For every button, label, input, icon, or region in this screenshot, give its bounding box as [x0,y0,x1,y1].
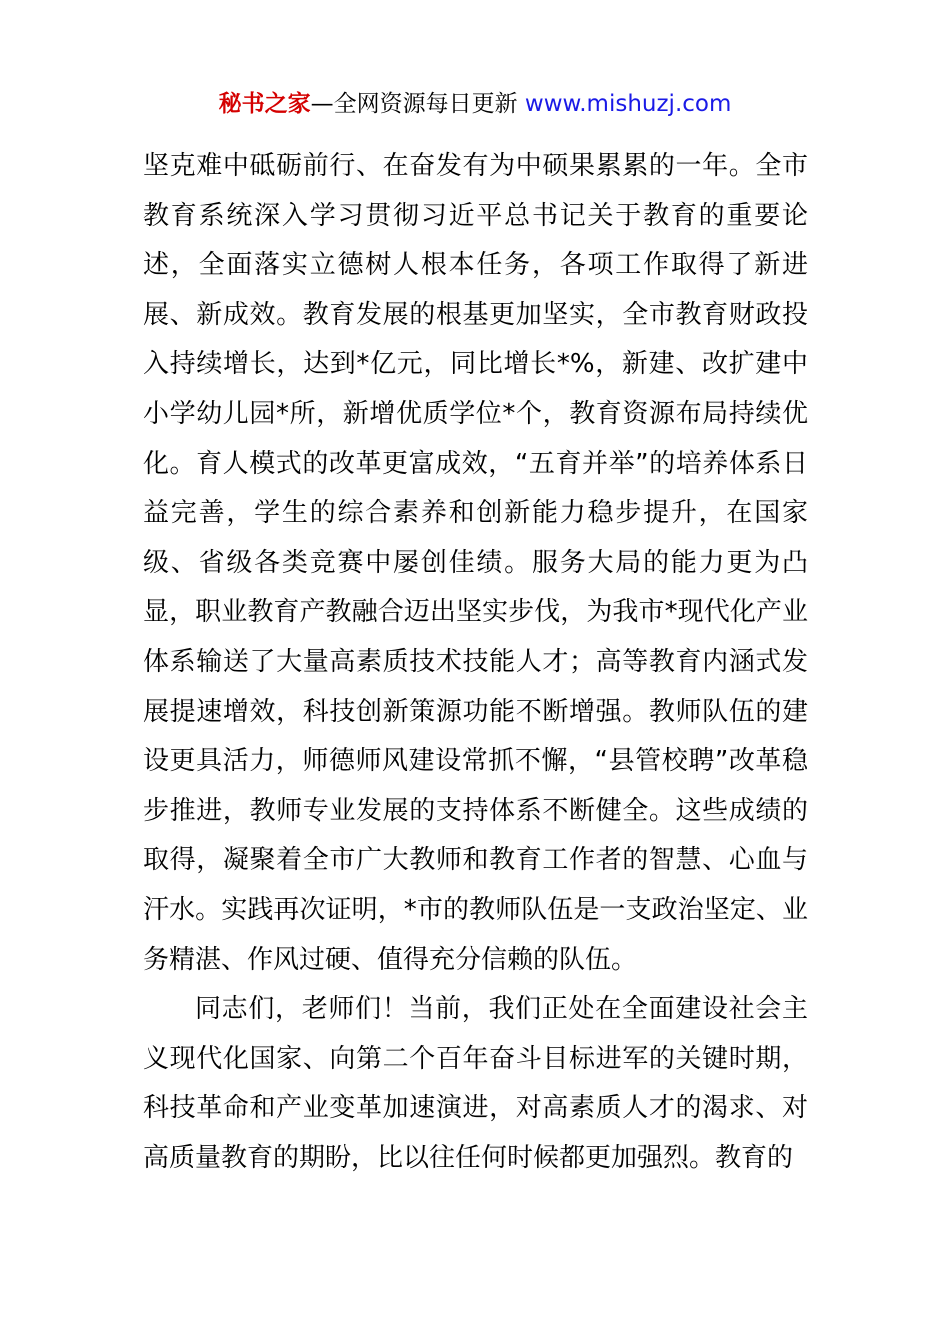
paragraph-1: 坚克难中砥砺前行、在奋发有为中硕果累累的一年。全市教育系统深入学习贯彻习近平总书记关于教育的重要论述，全面落实立德树人根本任务，各项工作取得了新进展、新成效。教育发展的根基更加坚实，全市教育财政投入持续增长，达到*亿元，同比增长*%，新建、改扩建中小学幼儿园*所，新增优质学位*个，教育资源布局持续优化。育人模式的改革更富成效，“五育并举”的培养体系日益完善，学生的综合素养和创新能力稳步提升，在国家级、省级各类竞赛中屡创佳绩。服务大局的能力更为凸显，职业教育产教融合迈出坚实步伐，为我市*现代化产业体系输送了大量高素质技术技能人才；高等教育内涵式发展提速增效，科技创新策源功能不断增强。教师队伍的建设更具活力，师德师风建设常抓不懈，“县管校聘”改革稳步推进，教师专业发展的支持体系不断健全。这些成绩的取得，凝聚着全市广大教师和教育工作者的智慧、心血与汗水。实践再次证明，*市的教师队伍是一支政治坚定、业务精湛、作风过硬、值得充分信赖的队伍。 [143,151,808,975]
paragraph-2: 同志们，老师们！当前，我们正处在全面建设社会主义现代化国家、向第二个百年奋斗目标进军的关键时期，科技革命和产业变革加速演进，对高素质人才的渴求、对高质量教育的期盼，比以往任何时候都更加强烈。教育的 [143,994,808,1173]
header-brand: 秘书之家 [218,91,311,117]
page-header [0,84,950,124]
header-tagline: —全网资源每日更新 [310,91,518,117]
document-body [143,142,808,1183]
header-url-link[interactable]: www.mishuzj.com [524,91,732,117]
